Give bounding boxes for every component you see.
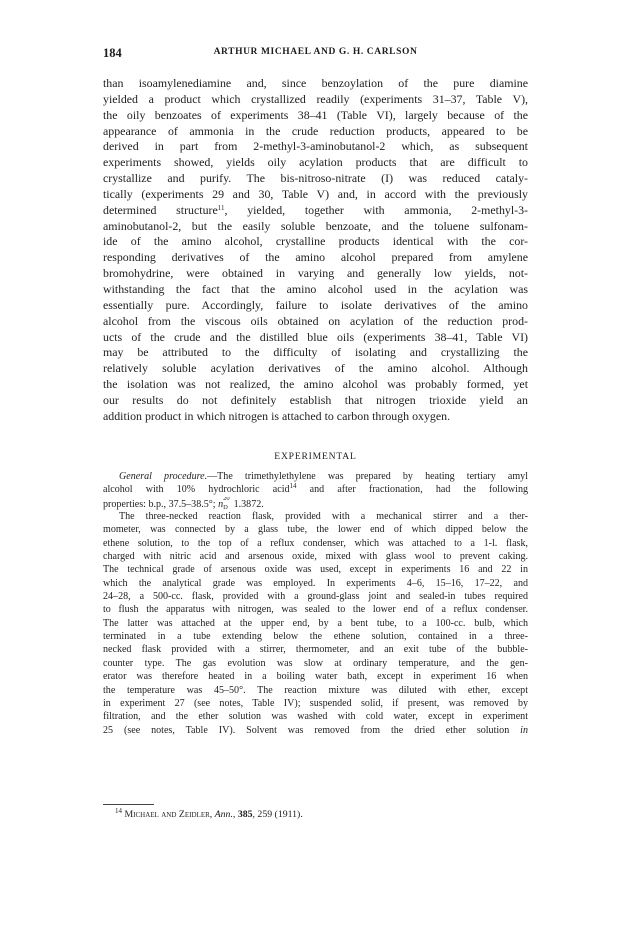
experimental-line-text: 25 (see notes, Table IV). Solvent was removed from the dried ether solution [103, 724, 521, 736]
body-paragraph [103, 76, 528, 425]
experimental-line: ethene solution, to the top of a reflux condenser, which was attached to a 1-l. flask, [103, 537, 528, 549]
body-line: than isoamylenediamine and, since benzoylation of the pure diamine [103, 76, 528, 90]
body-line: alcohol from the viscous oils obtained on acylation of the reduction prod- [103, 313, 528, 328]
body-line: crystallize and purify. The bis-nitroso-nitrate (I) was reduced cataly- [103, 171, 528, 186]
experimental-line: 24–28, a 500-cc. flask, provided with a ground-glass joint and sealed-in tubes required [103, 591, 528, 603]
footnote-marker: 14 [115, 807, 122, 815]
experimental-line [103, 497, 528, 510]
experimental-line: to flush the apparatus with nitrogen, was sealed to the lower end of a reflux condenser. [103, 604, 528, 616]
body-line: derived in part from 2-methyl-3-aminobutanol-2 which, as subsequent [103, 139, 528, 154]
experimental-line-text: —The trimethylethylene was prepared by heating tertiary amyl [207, 471, 528, 482]
experimental-line: The three-necked reaction flask, provided with a mechanical stirrer and a ther- [119, 511, 528, 523]
body-line: withstanding the fact that the amino alcohol used in the acylation was [103, 281, 528, 296]
experimental-line-text: and after fractionation, had the following [296, 484, 528, 496]
experimental-line-text: alcohol with 10% hydrochloric acid [103, 484, 290, 496]
body-line: addition product in which nitrogen is attached to carbon through oxygen. [103, 408, 451, 423]
section-heading: EXPERIMENTAL [274, 451, 357, 462]
body-line: appearance of ammonia in the crude reduction products, appeared to be [103, 123, 528, 138]
experimental-line: the temperature was 45–50°. The reaction mixture was diluted with ether, except [103, 684, 528, 696]
d-line-subscript: D [223, 503, 228, 511]
body-line: our results do not definitely establish that nitrogen trioxide yield an [103, 392, 528, 407]
page-header [103, 46, 528, 62]
footnote-volume: 385 [237, 809, 253, 820]
body-line-text: , yielded, together with ammonia, 2-methyl-3- [224, 202, 528, 217]
footnote-rule [103, 804, 154, 805]
experimental-line-text: 1.3872. [231, 498, 264, 510]
footnote-reference: 11 [217, 203, 225, 212]
experimental-line [103, 724, 528, 737]
refractive-index-scripts [223, 496, 231, 511]
experimental-line: terminated in a tube extending below the ethene solution, contained in a three- [103, 631, 528, 643]
body-line: ucts of the crude and the distilled blue oils (experiments 38–41, Table VI) [103, 329, 528, 344]
experimental-line: in experiment 27 (see notes, Table IV); suspended solid, if present, was removed by [103, 697, 528, 709]
experimental-line [103, 470, 528, 483]
experimental-line: which the analytical grade was employed. In experiments 4–6, 15–16, 17–22, and [103, 577, 528, 589]
footnote: $^{14}$ Michael and Zeidler, Ann., 385, 259 (1911). [115, 807, 303, 820]
body-line: ide of the amino alcohol, crystalline products identical with the cor- [103, 234, 528, 249]
body-line: aminobutanol-2, but the easily soluble benzoate, and the toluene sulfonam- [103, 218, 528, 233]
footnote-authors: Michael and Zeidler [124, 809, 210, 820]
temperature-superscript: 20 [223, 496, 230, 502]
body-line: tically (experiments 29 and 30, Table V) and, in accord with the previously [103, 186, 528, 201]
experimental-line [103, 483, 528, 496]
body-line: relatively soluble acylation derivatives of the amino alcohol. Although [103, 361, 528, 376]
page-number: 184 [103, 46, 122, 60]
footnote-reference: 14 [289, 483, 297, 491]
body-line: responding derivatives of the amino alcohol prepared from amylene [103, 250, 528, 265]
experimental-line-text: properties: b.p., 37.5–38.5°; [103, 498, 219, 510]
experimental-line: charged with nitric acid and arsenous oxide, mixed with glass wool to prevent caking. [103, 551, 528, 563]
continued-word: in [520, 724, 528, 736]
subheading: General procedure. [119, 471, 208, 482]
body-line: yielded a product which crystallized readily (experiments 31–37, Table V), [103, 91, 528, 106]
body-line-text: determined structure [103, 202, 218, 217]
experimental-line: The technical grade of arsenous oxide was used, except in experiments 16 and 22 in [103, 564, 528, 576]
running-title: ARTHUR MICHAEL AND G. H. CARLSON [213, 47, 418, 57]
body-line: may be attributed to the difficulty of isolating and crystallizing the [103, 345, 528, 360]
footnote-rest: , 259 (1911). [252, 809, 303, 820]
experimental-line: mometer, was connected by a glass tube, the lower end of which dipped below the [103, 524, 528, 536]
body-line: the oily benzoates of experiments 38–41 (Table VI), largely because of the [103, 107, 528, 122]
body-line: bromohydrine, were obtained in varying and generally low yields, not- [103, 266, 528, 281]
body-line: experiments showed, yields oily acylation products that are difficult to [103, 155, 528, 170]
experimental-line: The latter was attached at the upper end, by a bent tube, to a 100-cc. bulb, which [103, 617, 528, 629]
experimental-line: counter type. The gas evolution was slow at ordinary temperature, and the gen- [103, 657, 528, 669]
experimental-line: filtration, and the ether solution was washed with cold water, except in experiment [103, 711, 528, 723]
experimental-line: necked flask provided with a stirrer, thermometer, and an exit tube of the bubble- [103, 644, 528, 656]
body-line [103, 203, 528, 219]
refractive-index-symbol: n [218, 498, 224, 510]
body-line: essentially pure. Accordingly, failure to isolate derivatives of the amino [103, 297, 528, 312]
experimental-line: erator was therefore heated in a boiling water bath, except in experiment 16 when [103, 671, 528, 683]
footnote-journal: Ann. [214, 809, 233, 820]
body-line: the isolation was not realized, the amino alcohol was probably formed, yet [103, 377, 528, 392]
experimental-section [103, 470, 528, 737]
